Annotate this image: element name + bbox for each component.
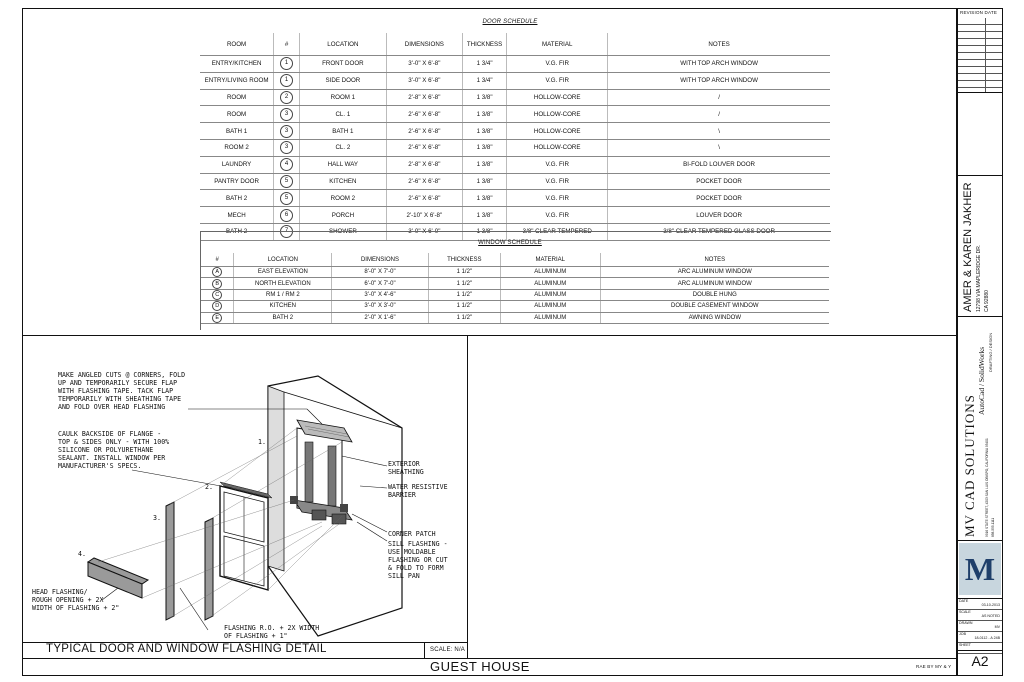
note-line: SILL PAN	[388, 572, 420, 580]
door-schedule-title: DOOR SCHEDULE	[482, 19, 538, 25]
note-sill-flashing	[388, 540, 448, 580]
door-header-cell: DIMENSIONS	[386, 33, 462, 56]
note-line: ROUGH OPENING + 2X	[32, 596, 104, 604]
door-room: PANTRY DOOR	[200, 173, 274, 190]
door-tag: 4	[280, 158, 293, 171]
table-row	[201, 267, 829, 278]
door-room: BATH 2	[200, 223, 274, 240]
door-room: ENTRY/LIVING ROOM	[200, 72, 274, 89]
note-line: FLASHING OR CUT	[388, 556, 448, 564]
firm-logo	[959, 543, 1001, 595]
table-row	[201, 289, 829, 300]
door-location: FRONT DOOR	[299, 56, 386, 73]
note-line: & FOLD TO FORM	[388, 564, 444, 572]
door-thickness: 1 3/8"	[462, 156, 506, 173]
door-header-cell: THICKNESS	[462, 33, 506, 56]
client-address-1: 12798 VIA MAPLERIDGE DR.	[976, 244, 982, 312]
window-thickness: 1 1/2"	[428, 312, 500, 323]
note-water-barrier	[388, 483, 448, 499]
window-material: ALUMINUM	[500, 312, 600, 323]
note-line: WITH FLASHING TAPE. TACK FLAP	[58, 387, 174, 395]
note-line: WIDTH OF FLASHING + 2"	[32, 604, 120, 612]
info-value: AS NOTED	[981, 614, 1000, 618]
info-row	[958, 621, 1002, 632]
window-header-cell: MATERIAL	[500, 253, 600, 267]
door-thickness: 1 3/8"	[462, 89, 506, 106]
door-number	[274, 173, 300, 190]
table-row	[200, 56, 830, 73]
info-label: DRAWN	[959, 621, 973, 625]
sheet-number: A2	[971, 653, 989, 669]
door-notes: POCKET DOOR	[608, 190, 830, 207]
note-line: SILL FLASHING -	[388, 540, 448, 548]
door-tag: 2	[280, 91, 293, 104]
door-material: HOLLOW-CORE	[507, 139, 608, 156]
note-line: WATER RESISTIVE	[388, 483, 448, 491]
door-dimensions: 2'-8" X 6'-8"	[386, 89, 462, 106]
note-line: BARRIER	[388, 491, 416, 499]
window-tag-cell	[201, 278, 234, 289]
info-block	[958, 599, 1002, 650]
sheet-title: GUEST HOUSE	[430, 659, 530, 674]
firm-name: MV CAD SOLUTIONS	[962, 394, 977, 537]
note-caulk	[58, 430, 169, 470]
info-value: 03-10-2013	[981, 603, 1000, 607]
door-material: HOLLOW-CORE	[507, 89, 608, 106]
window-location: EAST ELEVATION	[234, 267, 332, 278]
window-thickness: 1 1/2"	[428, 289, 500, 300]
detail-title: TYPICAL DOOR AND WINDOW FLASHING DETAIL	[46, 643, 327, 655]
note-line: SILICONE OR POLYURETHANE	[58, 446, 154, 454]
note-line: MANUFACTURER'S SPECS.	[58, 462, 142, 470]
door-dimensions: 2'-10" X 6'-8"	[386, 207, 462, 224]
door-thickness: 1 3/8"	[462, 223, 506, 240]
door-header-cell: NOTES	[608, 33, 830, 56]
note-line: SHEATHING	[388, 468, 424, 476]
table-row	[200, 89, 830, 106]
sheet-bottom-small: RAE BY MY & Y	[916, 664, 952, 669]
note-flashing-width	[224, 624, 319, 640]
firm-subtitle: AutoCad / SolidWorks	[977, 346, 986, 415]
info-value: MV	[994, 625, 1000, 629]
window-thickness: 1 1/2"	[428, 267, 500, 278]
window-notes: AWNING WINDOW	[600, 312, 829, 323]
door-location: CL. 1	[299, 106, 386, 123]
firm-subtitle-2: DRAFTING / DESIGN	[988, 332, 993, 372]
table-row	[200, 139, 830, 156]
side-flashing-left	[166, 502, 174, 620]
window-material: ALUMINUM	[500, 301, 600, 312]
door-dimensions: 2'-8" X 6'-8"	[386, 156, 462, 173]
note-line: SEALANT. INSTALL WINDOW PER	[58, 454, 166, 462]
door-number	[274, 56, 300, 73]
door-tag: 1	[280, 74, 293, 87]
door-tag: 6	[280, 209, 293, 222]
table-row	[200, 190, 830, 207]
door-thickness: 1 3/8"	[462, 123, 506, 140]
window-material: ALUMINUM	[500, 278, 600, 289]
door-dimensions: 2'-6" X 6'-8"	[386, 139, 462, 156]
door-tag: 3	[280, 125, 293, 138]
window-header-cell: DIMENSIONS	[332, 253, 428, 267]
table-row	[201, 301, 829, 312]
step-number-1: 1.	[258, 438, 266, 446]
table-row	[200, 173, 830, 190]
window-header-cell: NOTES	[600, 253, 829, 267]
window-tag-cell	[201, 267, 234, 278]
door-number	[274, 89, 300, 106]
door-number	[274, 156, 300, 173]
door-material: V.G. FIR	[507, 72, 608, 89]
info-value: 18-0112 - A 24B	[974, 636, 1000, 640]
door-dimensions: 3'-0" X 6'-0"	[386, 223, 462, 240]
firm-address: 9916 STATE STREET, #203 SAN LUIS OBISPO, CALIFORNIA 93401	[985, 438, 989, 537]
table-row	[201, 278, 829, 289]
door-tag: 5	[280, 192, 293, 205]
door-number	[274, 72, 300, 89]
note-line: CAULK BACKSIDE OF FLANGE -	[58, 430, 162, 438]
door-tag: 3	[280, 108, 293, 121]
note-line: USE MOLDABLE	[388, 548, 436, 556]
door-thickness: 1 3/8"	[462, 139, 506, 156]
door-notes: WITH TOP ARCH WINDOW	[608, 72, 830, 89]
table-row	[200, 156, 830, 173]
window-notes: DOUBLE HUNG	[600, 289, 829, 300]
door-notes: WITH TOP ARCH WINDOW	[608, 56, 830, 73]
window-location: BATH 2	[234, 312, 332, 323]
door-thickness: 1 3/8"	[462, 173, 506, 190]
window-thickness: 1 1/2"	[428, 278, 500, 289]
window-schedule-table	[201, 253, 829, 324]
info-row	[958, 632, 1002, 643]
door-header-cell: ROOM	[200, 33, 274, 56]
note-corner-patch: CORNER PATCH	[388, 530, 436, 538]
window-header-cell: #	[201, 253, 234, 267]
door-number	[274, 123, 300, 140]
door-material: V.G. FIR	[507, 190, 608, 207]
window-tag: D	[212, 301, 222, 311]
table-row	[200, 207, 830, 224]
window-tag: E	[212, 313, 222, 323]
door-material: HOLLOW-CORE	[507, 106, 608, 123]
step-number-4: 4.	[78, 550, 86, 558]
door-location: KITCHEN	[299, 173, 386, 190]
window-tag: A	[212, 267, 222, 277]
door-thickness: 1 3/8"	[462, 106, 506, 123]
door-location: SHOWER	[299, 223, 386, 240]
note-angled-cuts	[58, 371, 185, 411]
door-room: BATH 2	[200, 190, 274, 207]
scale-divider	[424, 642, 425, 658]
window-notes: ARC ALUMINUM WINDOW	[600, 278, 829, 289]
window-location: NORTH ELEVATION	[234, 278, 332, 289]
note-head-flashing	[32, 588, 119, 612]
door-header-cell: LOCATION	[299, 33, 386, 56]
door-location: BATH 1	[299, 123, 386, 140]
firm-phone: 858-555-1111	[991, 517, 995, 537]
door-header-cell: MATERIAL	[507, 33, 608, 56]
window-header-cell: THICKNESS	[428, 253, 500, 267]
door-thickness: 1 3/4"	[462, 72, 506, 89]
revision-label: REVISION DATE	[960, 10, 998, 15]
door-material: 3/8" CLEAR TEMPERED	[507, 223, 608, 240]
window-notes: DOUBLE CASEMENT WINDOW	[600, 301, 829, 312]
door-notes: \	[608, 123, 830, 140]
side-flashing-right	[205, 518, 213, 620]
table-row	[200, 72, 830, 89]
window-tag-cell	[201, 312, 234, 323]
info-row	[958, 610, 1002, 621]
window-thickness: 1 1/2"	[428, 301, 500, 312]
door-notes: BI-FOLD LOUVER DOOR	[608, 156, 830, 173]
door-dimensions: 2'-6" X 6'-8"	[386, 123, 462, 140]
door-location: ROOM 1	[299, 89, 386, 106]
door-tag: 5	[280, 175, 293, 188]
window-material: ALUMINUM	[500, 267, 600, 278]
step-number-3: 3.	[153, 514, 161, 522]
window-header-cell: LOCATION	[234, 253, 332, 267]
window-tag-cell	[201, 301, 234, 312]
step-number-2: 2.	[205, 483, 213, 491]
door-number	[274, 139, 300, 156]
door-tag: 3	[280, 141, 293, 154]
window-tag-cell	[201, 289, 234, 300]
door-room: ROOM	[200, 106, 274, 123]
info-label: SHEET	[959, 643, 971, 647]
door-number	[274, 207, 300, 224]
client-address-2: CA 92880	[984, 290, 990, 312]
door-room: MECH	[200, 207, 274, 224]
door-number	[274, 106, 300, 123]
door-notes: /	[608, 89, 830, 106]
note-exterior-sheathing	[388, 460, 424, 476]
note-line: TOP & SIDES ONLY - WITH 100%	[58, 438, 170, 446]
door-location: ROOM 2	[299, 190, 386, 207]
info-label: SCALE	[959, 610, 971, 614]
door-location: PORCH	[299, 207, 386, 224]
note-line: FLASHING R.O. + 2X WIDTH	[224, 624, 320, 632]
door-notes: POCKET DOOR	[608, 173, 830, 190]
door-notes: 3/8" CLEAR TEMPERED GLASS DOOR	[608, 223, 830, 240]
note-line: OF FLASHING + 1"	[224, 632, 288, 640]
door-notes: /	[608, 106, 830, 123]
door-location: CL. 2	[299, 139, 386, 156]
note-line: HEAD FLASHING/	[32, 588, 88, 596]
door-room: ROOM 2	[200, 139, 274, 156]
door-material: V.G. FIR	[507, 156, 608, 173]
door-location: HALL WAY	[299, 156, 386, 173]
door-header-cell: #	[274, 33, 300, 56]
window-material: ALUMINUM	[500, 289, 600, 300]
window-dimensions: 2'-0" X 1'-6"	[332, 312, 428, 323]
window-dimensions: 8'-0" X 7'-0"	[332, 267, 428, 278]
door-notes: LOUVER DOOR	[608, 207, 830, 224]
revision-grid	[958, 18, 1002, 93]
window-dimensions: 3'-0" X 4'-6"	[332, 289, 428, 300]
door-room: LAUNDRY	[200, 156, 274, 173]
table-row	[200, 106, 830, 123]
door-room: ROOM	[200, 89, 274, 106]
note-line: AND FOLD OVER HEAD FLASHING	[58, 403, 166, 411]
table-row	[201, 312, 829, 323]
window-schedule-title: WINDOW SCHEDULE	[478, 240, 542, 246]
table-row	[200, 123, 830, 140]
door-thickness: 1 3/4"	[462, 56, 506, 73]
door-tag: 7	[280, 225, 293, 238]
door-dimensions: 2'-6" X 6'-8"	[386, 173, 462, 190]
door-schedule-table	[200, 33, 830, 241]
door-dimensions: 2'-6" X 6'-8"	[386, 106, 462, 123]
door-thickness: 1 3/8"	[462, 190, 506, 207]
door-material: V.G. FIR	[507, 56, 608, 73]
note-line: UP AND TEMPORARILY SECURE FLAP	[58, 379, 178, 387]
detail-scale: SCALE: N/A	[430, 647, 466, 653]
door-location: SIDE DOOR	[299, 72, 386, 89]
client-name: AMER & KAREN JAKHER	[962, 182, 974, 312]
door-dimensions: 3'-0" X 6'-8"	[386, 72, 462, 89]
door-dimensions: 2'-6" X 6'-8"	[386, 190, 462, 207]
logo-letter: M	[964, 551, 996, 587]
door-notes: \	[608, 139, 830, 156]
window-notes: ARC ALUMINUM WINDOW	[600, 267, 829, 278]
note-line: EXTERIOR	[388, 460, 420, 468]
door-thickness: 1 3/8"	[462, 207, 506, 224]
door-room: BATH 1	[200, 123, 274, 140]
note-line: MAKE ANGLED CUTS @ CORNERS, FOLD	[58, 371, 186, 379]
info-row	[958, 599, 1002, 610]
window-location: RM 1 / RM 2	[234, 289, 332, 300]
note-line: TEMPORARILY WITH SHEATHING TAPE	[58, 395, 182, 403]
info-label: JOB	[959, 632, 966, 636]
door-material: V.G. FIR	[507, 207, 608, 224]
window-location: KITCHEN	[234, 301, 332, 312]
window-dimensions: 3'-0" X 3'-0"	[332, 301, 428, 312]
door-dimensions: 3'-0" X 6'-8"	[386, 56, 462, 73]
door-room: ENTRY/KITCHEN	[200, 56, 274, 73]
door-material: V.G. FIR	[507, 173, 608, 190]
door-number	[274, 190, 300, 207]
window-tag: B	[212, 279, 222, 289]
window-dimensions: 6'-0" X 7'-0"	[332, 278, 428, 289]
door-material: HOLLOW-CORE	[507, 123, 608, 140]
info-label: DATE	[959, 599, 969, 603]
door-tag: 1	[280, 57, 293, 70]
window-tag: C	[212, 290, 222, 300]
